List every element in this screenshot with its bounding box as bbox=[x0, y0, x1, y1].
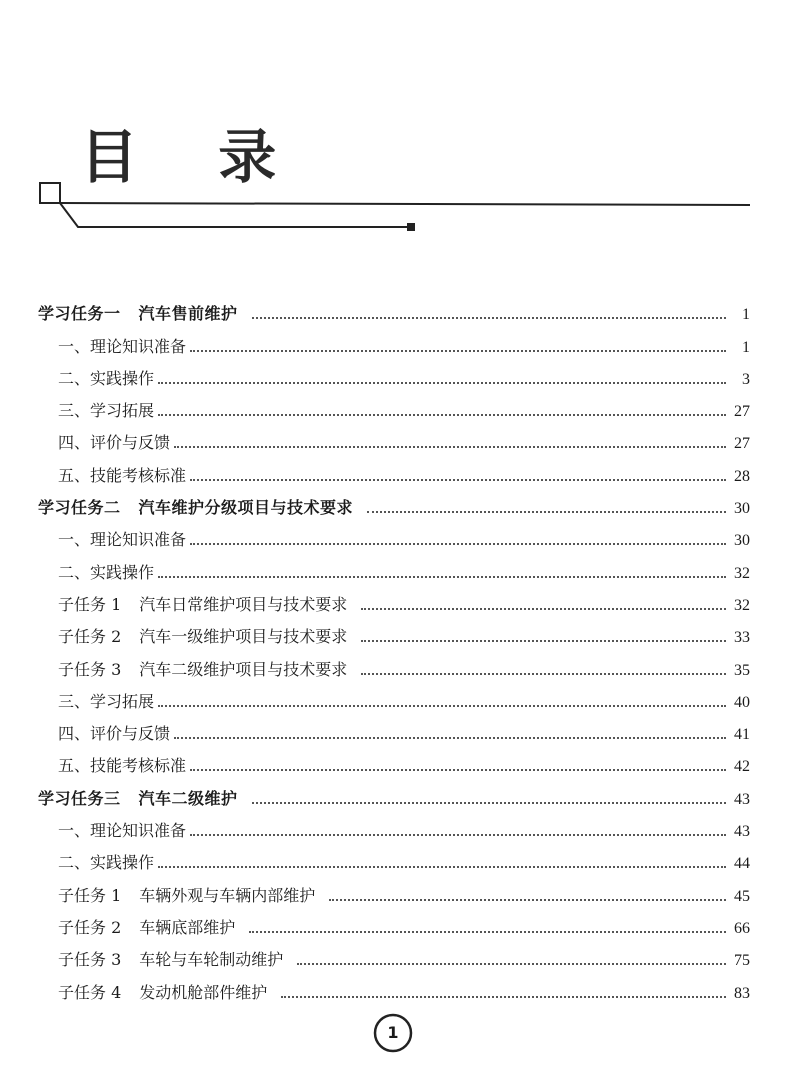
toc-entry-prefix: 子任务 1 bbox=[58, 594, 122, 614]
toc-entry-page: 45 bbox=[726, 888, 750, 906]
toc-entry-prefix: 学习任务三 bbox=[38, 788, 121, 808]
toc-entry-page: 32 bbox=[726, 597, 750, 615]
toc-entry-label bbox=[38, 883, 329, 906]
dot-leader bbox=[367, 511, 726, 513]
toc-entry[interactable] bbox=[38, 486, 750, 518]
toc-entry[interactable] bbox=[38, 389, 750, 421]
dot-leader bbox=[190, 834, 726, 836]
toc-entry-title: 四、评价与反馈 bbox=[58, 724, 171, 744]
decor-end-dot bbox=[407, 223, 415, 231]
toc-entry[interactable] bbox=[38, 776, 750, 808]
toc-entry-title: 汽车二级维护项目与技术要求 bbox=[139, 659, 348, 679]
toc-entry-prefix: 子任务 3 bbox=[58, 659, 122, 679]
toc-entry-title: 车辆外观与车辆内部维护 bbox=[139, 885, 316, 905]
toc-entry-label bbox=[38, 334, 190, 357]
dot-leader bbox=[174, 737, 726, 739]
page-number: 1 bbox=[387, 1023, 399, 1042]
toc-entry-page: 41 bbox=[726, 726, 750, 744]
dot-leader bbox=[190, 479, 726, 481]
toc-entry[interactable] bbox=[38, 583, 750, 615]
toc-entry[interactable] bbox=[38, 680, 750, 712]
toc-entry-title: 五、技能考核标准 bbox=[58, 465, 187, 485]
toc-entry-title: 汽车日常维护项目与技术要求 bbox=[139, 594, 348, 614]
toc-entry-page: 66 bbox=[726, 920, 750, 938]
toc-entry-title: 车辆底部维护 bbox=[139, 917, 236, 937]
toc-entry-prefix: 子任务 2 bbox=[58, 917, 122, 937]
dot-leader bbox=[252, 317, 726, 319]
toc-entry[interactable] bbox=[38, 712, 750, 744]
toc-entry-title: 车轮与车轮制动维护 bbox=[139, 950, 284, 970]
toc-entry-label bbox=[38, 301, 252, 324]
dot-leader bbox=[158, 382, 726, 384]
toc-entry-label bbox=[38, 398, 158, 421]
toc-entry-label bbox=[38, 527, 190, 550]
dot-leader bbox=[158, 866, 726, 868]
toc-entry-prefix: 子任务 2 bbox=[58, 627, 122, 647]
toc-entry[interactable] bbox=[38, 647, 750, 679]
toc-entry-label bbox=[38, 980, 281, 1003]
dot-leader bbox=[158, 705, 726, 707]
table-of-contents bbox=[38, 292, 750, 1003]
toc-entry-page: 33 bbox=[726, 629, 750, 647]
toc-entry-prefix: 子任务 4 bbox=[58, 982, 122, 1002]
toc-entry-prefix: 学习任务一 bbox=[38, 304, 121, 324]
toc-entry-prefix: 子任务 1 bbox=[58, 885, 122, 905]
toc-entry-title: 汽车一级维护项目与技术要求 bbox=[139, 627, 348, 647]
dot-leader bbox=[174, 446, 726, 448]
toc-entry-prefix: 学习任务二 bbox=[38, 498, 121, 518]
toc-entry-label bbox=[38, 366, 158, 389]
toc-entry[interactable] bbox=[38, 292, 750, 324]
toc-entry-title: 三、学习拓展 bbox=[58, 691, 155, 711]
toc-entry-label bbox=[38, 721, 174, 744]
toc-entry[interactable] bbox=[38, 324, 750, 356]
dot-leader bbox=[329, 899, 726, 901]
toc-entry-page: 3 bbox=[726, 371, 750, 389]
dot-leader bbox=[361, 608, 726, 610]
toc-entry-page: 27 bbox=[726, 435, 750, 453]
toc-entry[interactable] bbox=[38, 615, 750, 647]
toc-entry-label bbox=[38, 947, 297, 970]
toc-entry[interactable] bbox=[38, 938, 750, 970]
toc-entry[interactable] bbox=[38, 453, 750, 485]
toc-entry[interactable] bbox=[38, 809, 750, 841]
toc-entry-page: 83 bbox=[726, 985, 750, 1003]
toc-entry-title: 四、评价与反馈 bbox=[58, 433, 171, 453]
toc-entry-title: 二、实践操作 bbox=[58, 853, 155, 873]
toc-entry-label bbox=[38, 915, 249, 938]
toc-entry-page: 32 bbox=[726, 565, 750, 583]
dot-leader bbox=[252, 802, 726, 804]
toc-entry-page: 35 bbox=[726, 662, 750, 680]
dot-leader bbox=[158, 576, 726, 578]
toc-entry[interactable] bbox=[38, 841, 750, 873]
dot-leader bbox=[249, 931, 726, 933]
toc-entry-page: 75 bbox=[726, 952, 750, 970]
toc-entry-prefix: 子任务 3 bbox=[58, 950, 122, 970]
toc-entry-title: 汽车二级维护 bbox=[138, 788, 238, 808]
toc-entry[interactable] bbox=[38, 421, 750, 453]
toc-entry-page: 43 bbox=[726, 791, 750, 809]
page-title: 目 录 bbox=[80, 123, 307, 191]
toc-entry-label bbox=[38, 624, 361, 647]
toc-entry[interactable] bbox=[38, 970, 750, 1002]
toc-entry-page: 30 bbox=[726, 500, 750, 518]
dot-leader bbox=[190, 350, 726, 352]
toc-entry-label bbox=[38, 495, 367, 518]
toc-entry-title: 汽车售前维护 bbox=[138, 304, 238, 324]
toc-entry-label bbox=[38, 560, 158, 583]
toc-entry[interactable] bbox=[38, 550, 750, 582]
toc-entry-label bbox=[38, 657, 361, 680]
toc-entry[interactable] bbox=[38, 518, 750, 550]
toc-entry-title: 一、理论知识准备 bbox=[58, 336, 187, 356]
dot-leader bbox=[158, 414, 726, 416]
toc-entry-title: 二、实践操作 bbox=[58, 368, 155, 388]
toc-entry-title: 三、学习拓展 bbox=[58, 401, 155, 421]
dot-leader bbox=[297, 963, 726, 965]
toc-entry-label bbox=[38, 753, 190, 776]
decor-square bbox=[40, 183, 60, 203]
dot-leader bbox=[281, 996, 726, 998]
toc-entry-label bbox=[38, 592, 361, 615]
toc-entry[interactable] bbox=[38, 873, 750, 905]
toc-entry-label bbox=[38, 463, 190, 486]
toc-entry-title: 发动机舱部件维护 bbox=[139, 982, 268, 1002]
decor-connector bbox=[60, 188, 410, 227]
toc-entry-label bbox=[38, 850, 158, 873]
toc-entry-label bbox=[38, 430, 174, 453]
toc-entry-page: 1 bbox=[726, 339, 750, 357]
dot-leader bbox=[361, 673, 726, 675]
toc-entry-title: 一、理论知识准备 bbox=[58, 530, 187, 550]
toc-entry-page: 44 bbox=[726, 855, 750, 873]
toc-entry-title: 二、实践操作 bbox=[58, 562, 155, 582]
toc-entry[interactable] bbox=[38, 906, 750, 938]
toc-entry-page: 27 bbox=[726, 403, 750, 421]
dot-leader bbox=[190, 543, 726, 545]
toc-entry-page: 43 bbox=[726, 823, 750, 841]
toc-entry-page: 28 bbox=[726, 468, 750, 486]
toc-entry-label bbox=[38, 689, 158, 712]
toc-entry-page: 30 bbox=[726, 532, 750, 550]
toc-entry-title: 汽车维护分级项目与技术要求 bbox=[138, 498, 354, 518]
toc-entry-title: 一、理论知识准备 bbox=[58, 821, 187, 841]
toc-entry-page: 40 bbox=[726, 694, 750, 712]
toc-entry[interactable] bbox=[38, 744, 750, 776]
toc-entry[interactable] bbox=[38, 357, 750, 389]
toc-entry-page: 42 bbox=[726, 758, 750, 776]
toc-entry-label bbox=[38, 786, 252, 809]
dot-leader bbox=[190, 769, 726, 771]
toc-entry-page: 1 bbox=[726, 306, 750, 324]
decor-long-line bbox=[60, 203, 750, 205]
dot-leader bbox=[361, 640, 726, 642]
toc-entry-label bbox=[38, 818, 190, 841]
toc-entry-title: 五、技能考核标准 bbox=[58, 756, 187, 776]
